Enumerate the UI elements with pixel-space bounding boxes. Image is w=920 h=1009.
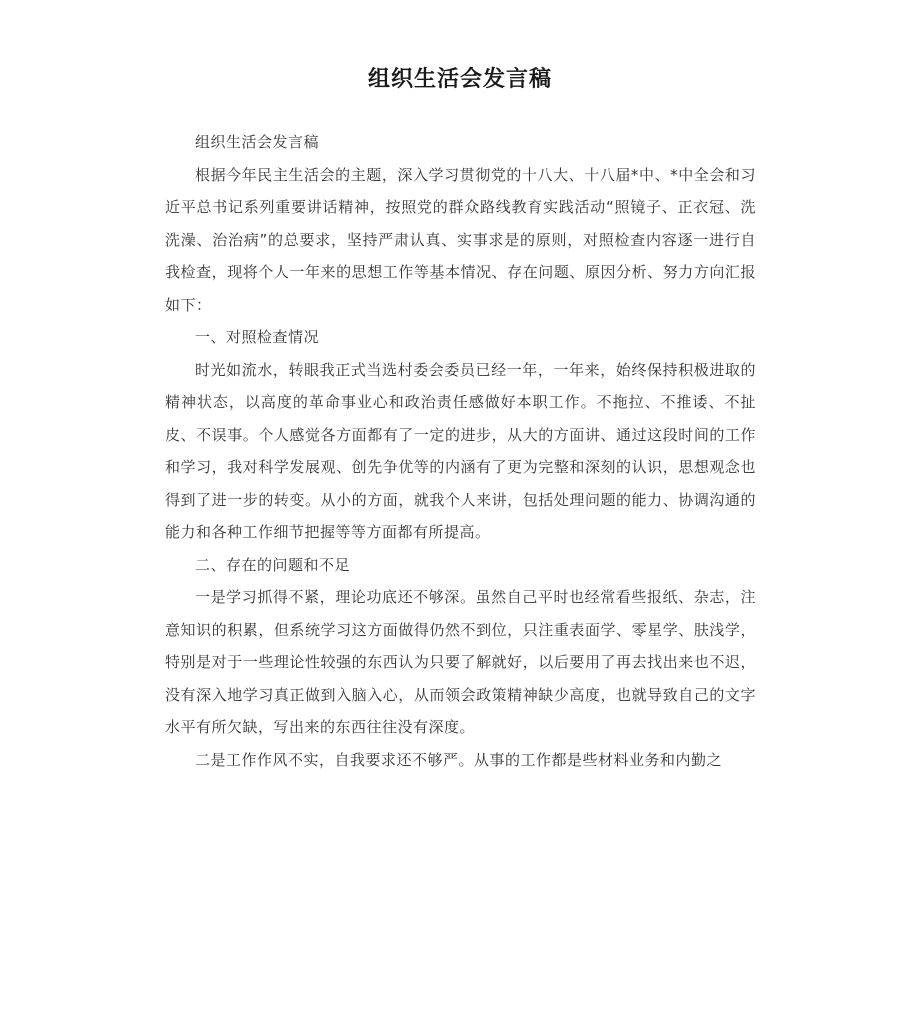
document-title: 组织生活会发言稿: [367, 67, 552, 92]
paragraph-intro: 根据今年民主生活会的主题，深入学习贯彻党的十八大、十八届*中、*中全会和习近平总书记系列重要讲话精神，按照党的群众路线教育实践活动“照镜子、正衣冠、洗洗澡、治治病”的总要求，坚持严肃认真、实事求是的原则，对照检查内容逐一进行自我检查，现将个人一年来的思想工作等基本情况、存在问题、原因分析、努力方向汇报如下：: [165, 165, 756, 314]
paragraph-section-1: 时光如流水，转眼我正式当选村委会委员已经一年，一年来，始终保持积极进取的精神状态，以高度的革命事业心和政治责任感做好本职工作。不拖拉、不推诿、不扯皮、不误事。个人感觉各方面都有了一定的进步，从大的方面讲、通过这段时间的工作和学习，我对科学发展观、创先争优等的内涵有了更为完整和深刻的认识，思想观念也得到了进一步的转变。从小的方面，就我个人来讲，包括处理问题的能力、协调沟通的能力和各种工作细节把握等等方面都有所提高。: [165, 360, 756, 541]
section-heading-2: 二、存在的问题和不足: [195, 555, 351, 574]
paragraph-problem-2: 二是工作作风不实，自我要求还不够严。从事的工作都是些材料业务和内勤之: [195, 750, 723, 769]
document-body: [165, 126, 756, 776]
section-heading-1: 一、对照检查情况: [195, 328, 320, 346]
paragraph-problem-1: 一是学习抓得不紧，理论功底还不够深。虽然自己平时也经常看些报纸、杂志，注意知识的积累，但系统学习这方面做得仍然不到位，只注重表面学、零星学、肤浅学，特别是对于一些理论性较强的东西认为只要了解就好，以后要用了再去找出来也不迟，没有深入地学习真正做到入脑入心，从而领会政策精神缺少高度，也就导致自己的文字水平有所欠缺，写出来的东西往往没有深度。: [165, 588, 756, 736]
paragraph-subtitle: 组织生活会发言稿: [195, 133, 320, 151]
